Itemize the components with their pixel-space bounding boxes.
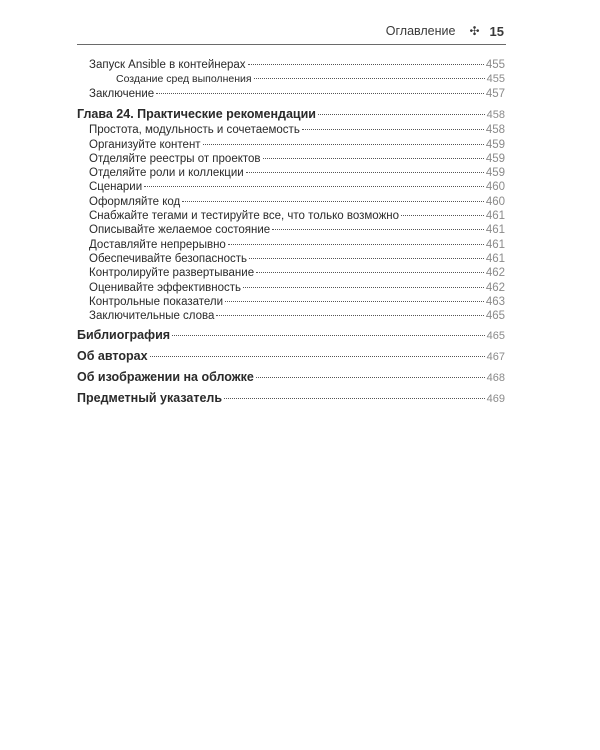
toc-entry-page: 458 — [485, 123, 505, 136]
toc-entry-title: Описывайте желаемое состояние — [89, 223, 271, 236]
dot-leader — [203, 132, 484, 145]
dot-leader — [228, 232, 484, 245]
toc-entry-title: Предметный указатель — [77, 390, 223, 405]
dot-leader — [225, 289, 484, 302]
toc-entry-page: 459 — [485, 138, 505, 151]
toc-entry-page: 461 — [485, 252, 505, 265]
toc-entry-title: Об авторах — [77, 348, 148, 363]
ornament-icon: ✣ — [469, 24, 480, 38]
toc-entry-page: 459 — [485, 166, 505, 179]
toc-entry[interactable] — [77, 306, 505, 322]
toc-entry-page: 468 — [486, 371, 505, 384]
toc-entry[interactable] — [77, 84, 505, 100]
dot-leader — [150, 343, 485, 357]
toc-entry-title: Контролируйте развертывание — [89, 266, 255, 279]
toc-entry-title: Заключение — [89, 87, 155, 100]
toc-entry-page: 465 — [485, 309, 505, 322]
dot-leader — [401, 203, 484, 216]
toc-chapter[interactable] — [77, 388, 505, 405]
toc-entry-page: 465 — [486, 329, 505, 342]
toc-entry-title: Глава 24. Практические рекомендации — [77, 106, 316, 121]
running-header-title: Оглавление — [385, 24, 456, 38]
toc-entry-page: 459 — [485, 152, 505, 165]
toc-chapter[interactable] — [77, 346, 505, 363]
toc-entry-title: Об изображении на обложке — [77, 369, 254, 384]
toc-entry-page: 461 — [485, 223, 505, 236]
toc-entry-page: 458 — [486, 108, 505, 121]
dot-leader — [144, 174, 484, 187]
toc-entry-page: 463 — [485, 295, 505, 308]
toc-entry-title: Оценивайте эффективность — [89, 281, 242, 294]
toc-entry-title: Контрольные показатели — [89, 295, 224, 308]
dot-leader — [254, 67, 485, 79]
toc-entry-title: Библиография — [77, 327, 171, 342]
toc-entry-title: Создание сред выполнения — [116, 72, 252, 85]
toc-entry-title: Организуйте контент — [89, 138, 201, 151]
toc-entry-title: Заключительные слова — [89, 309, 215, 322]
dot-leader — [216, 303, 483, 316]
dot-leader — [263, 146, 484, 159]
toc-entry-page: 455 — [486, 72, 505, 85]
running-header — [77, 24, 506, 45]
dot-leader — [224, 385, 485, 399]
toc-entry-title: Снабжайте тегами и тестируйте все, что только возможно — [89, 209, 400, 222]
toc-entry-title: Простота, модульность и сочетаемость — [89, 123, 300, 136]
toc-entry-title: Отделяйте реестры от проектов — [89, 152, 261, 165]
dot-leader — [256, 260, 484, 273]
toc-entry-page: 460 — [485, 195, 505, 208]
dot-leader — [172, 322, 485, 336]
dot-leader — [182, 189, 484, 202]
toc-entry-title: Обеспечивайте безопасность — [89, 252, 248, 265]
toc-entry-page: 461 — [485, 238, 505, 251]
dot-leader — [318, 101, 485, 115]
dot-leader — [302, 117, 484, 130]
toc-entry-title: Отделяйте роли и коллекции — [89, 166, 244, 179]
dot-leader — [248, 52, 484, 65]
dot-leader — [272, 217, 484, 230]
toc-entry-page: 460 — [485, 180, 505, 193]
toc-entry-title: Запуск Ansible в контейнерах — [89, 58, 246, 71]
dot-leader — [249, 246, 484, 259]
toc-entry-page: 467 — [486, 350, 505, 363]
toc-entry-page: 469 — [486, 392, 505, 405]
dot-leader — [156, 81, 484, 94]
dot-leader — [243, 275, 484, 288]
toc-entry-page: 461 — [485, 209, 505, 222]
toc-entry-title: Сценарии — [89, 180, 143, 193]
dot-leader — [256, 364, 485, 378]
toc-chapter[interactable] — [77, 325, 505, 342]
dot-leader — [246, 160, 484, 173]
toc-entry-title: Доставляйте непрерывно — [89, 238, 226, 251]
toc-entry-page: 457 — [485, 87, 505, 100]
toc-entry-title: Оформляйте код — [89, 195, 181, 208]
toc-chapter[interactable] — [77, 367, 505, 384]
toc-entry-page: 455 — [485, 58, 505, 71]
toc-entry-page: 462 — [485, 266, 505, 279]
page-number: 15 — [489, 24, 504, 39]
toc-entry-page: 462 — [485, 281, 505, 294]
